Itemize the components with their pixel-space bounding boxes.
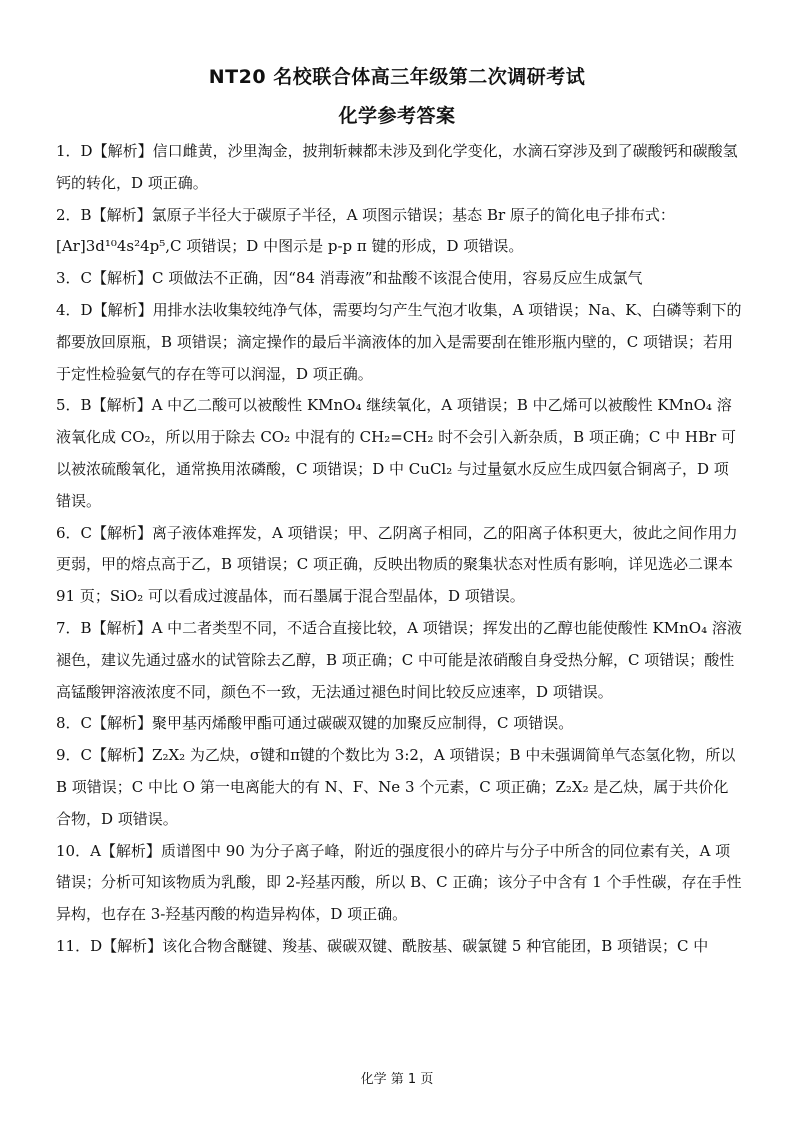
answer-item-5 <box>56 390 742 517</box>
answer-explanation: A 中乙二酸可以被酸性 KMnO₄ 继续氧化，A 项错误；B 中乙烯可以被酸性 KMnO₄ 溶液氧化成 CO₂，所以用于除去 CO₂ 中混有的 CH₂=CH₂ 时不会引入新杂质，B 项正确；C 中 HBr 可以被浓硫酸氧化，通常换用浓磷酸，C 项错误；D 中 CuCl₂ 与过量氨水反应生成四氨合铜离子，D 项错误。 <box>56 396 736 510</box>
answer-explanation: 用排水法收集较纯净气体，需要均匀产生气泡才收集，A 项错误；Na、K、白磷等剩下的都要放回原瓶，B 项错误；滴定操作的最后半滴液体的加入是需要刮在锥形瓶内壁的，C 项错误；若用于定性检验氨气的存在等可以润湿，D 项正确。 <box>56 300 742 383</box>
answer-explanation: A 中二者类型不同，不适合直接比较，A 项错误；挥发出的乙醇也能使酸性 KMnO₄ 溶液褪色，建议先通过盛水的试管除去乙醇，B 项正确；C 中可能是浓硝酸自身受热分解，C 项错误；酸性高锰酸钾溶液浓度不同，颜色不一致，无法通过褪色时间比较反应速率，D 项错误。 <box>56 618 742 701</box>
answer-number: 7． <box>56 618 81 637</box>
answer-label: D【解析】 <box>80 142 153 160</box>
answer-label: D【解析】 <box>90 936 163 955</box>
answer-explanation: 离子液体难挥发，A 项错误；甲、乙阴离子相同，乙的阳离子体积更大，彼此之间作用力更弱，甲的熔点高于乙，B 项错误；C 项正确，反映出物质的聚集状态对性质有影响，详见选必二课本 91 页；SiO₂ 可以看成过渡晶体，而石墨属于混合型晶体，D 项错误。 <box>56 523 738 606</box>
answer-item-7 <box>56 613 742 708</box>
answer-item-6 <box>56 518 742 613</box>
answer-number: 11． <box>56 936 91 955</box>
page-footer: 化学 第 1 页 <box>360 1072 434 1087</box>
answer-label: A【解析】 <box>90 841 161 860</box>
answer-label: C【解析】 <box>80 714 153 733</box>
answer-list <box>56 136 742 963</box>
exam-title: NT20 名校联合体高三年级第二次调研考试 <box>208 66 586 88</box>
answer-explanation: C 项做法不正确，因“84 消毒液”和盐酸不该混合使用，容易反应生成氯气 <box>152 269 643 288</box>
answer-explanation: 质谱图中 90 为分子离子峰，附近的强度很小的碎片与分子中所含的同位素有关，A 项错误；分析可知该物质为乳酸，即 2-羟基丙酸，所以 B、C 正确；该分子中含有 1 个手性碳，存在手性异构，也存在 3-羟基丙酸的构造异构体，D 项正确。 <box>56 841 742 924</box>
answer-explanation: Z₂X₂ 为乙炔，σ键和π键的个数比为 3:2，A 项错误；B 中未强调简单气态氢化物，所以 B 项错误；C 中比 O 第一电离能大的有 N、F、Ne 3 个元素，C 项正确；Z₂X₂ 是乙炔，属于共价化合物，D 项错误。 <box>56 746 736 828</box>
answer-item-4 <box>56 295 742 390</box>
answer-number: 6． <box>56 523 81 542</box>
answer-item-9 <box>56 740 742 835</box>
answer-number: 10． <box>56 841 91 860</box>
answer-explanation: 聚甲基丙烯酸甲酯可通过碳碳双键的加聚反应制得，C 项错误。 <box>152 714 574 733</box>
answer-number: 5． <box>56 396 81 415</box>
answer-label: C【解析】 <box>80 269 153 288</box>
answer-number: 8． <box>56 714 81 733</box>
answer-label: B【解析】 <box>80 205 152 224</box>
answer-explanation: 该化合物含醚键、羧基、碳碳双键、酰胺基、碳氯键 5 种官能团，B 项错误；C 中 <box>162 936 709 955</box>
answer-explanation: 氯原子半径大于碳原子半径，A 项图示错误；基态 Br 原子的简化电子排布式：[Ar]3d¹⁰4s²4p⁵,C 项错误；D 中图示是 p-p π 键的形成，D 项错误。 <box>56 205 675 256</box>
answer-number: 9． <box>56 746 81 765</box>
answer-item-8 <box>56 708 742 740</box>
answer-label: D【解析】 <box>80 300 153 319</box>
answer-number: 4． <box>56 300 81 319</box>
answer-number: 3． <box>56 269 81 288</box>
answer-item-11 <box>56 931 742 963</box>
answer-item-1 <box>56 136 742 200</box>
answer-explanation: 信口雌黄，沙里淘金，披荆斩棘都未涉及到化学变化，水滴石穿涉及到了碳酸钙和碳酸氢钙的转化，D 项正确。 <box>56 142 738 192</box>
answer-number: 1． <box>56 142 81 160</box>
answer-label: C【解析】 <box>80 523 153 542</box>
answer-label: B【解析】 <box>80 396 152 415</box>
answer-key-subtitle: 化学参考答案 <box>338 105 456 127</box>
answer-item-10 <box>56 836 742 931</box>
answer-item-3 <box>56 263 742 295</box>
answer-number: 2． <box>56 205 81 224</box>
answer-label: B【解析】 <box>80 618 152 637</box>
answer-label: C【解析】 <box>80 746 153 765</box>
answer-item-2 <box>56 200 742 264</box>
